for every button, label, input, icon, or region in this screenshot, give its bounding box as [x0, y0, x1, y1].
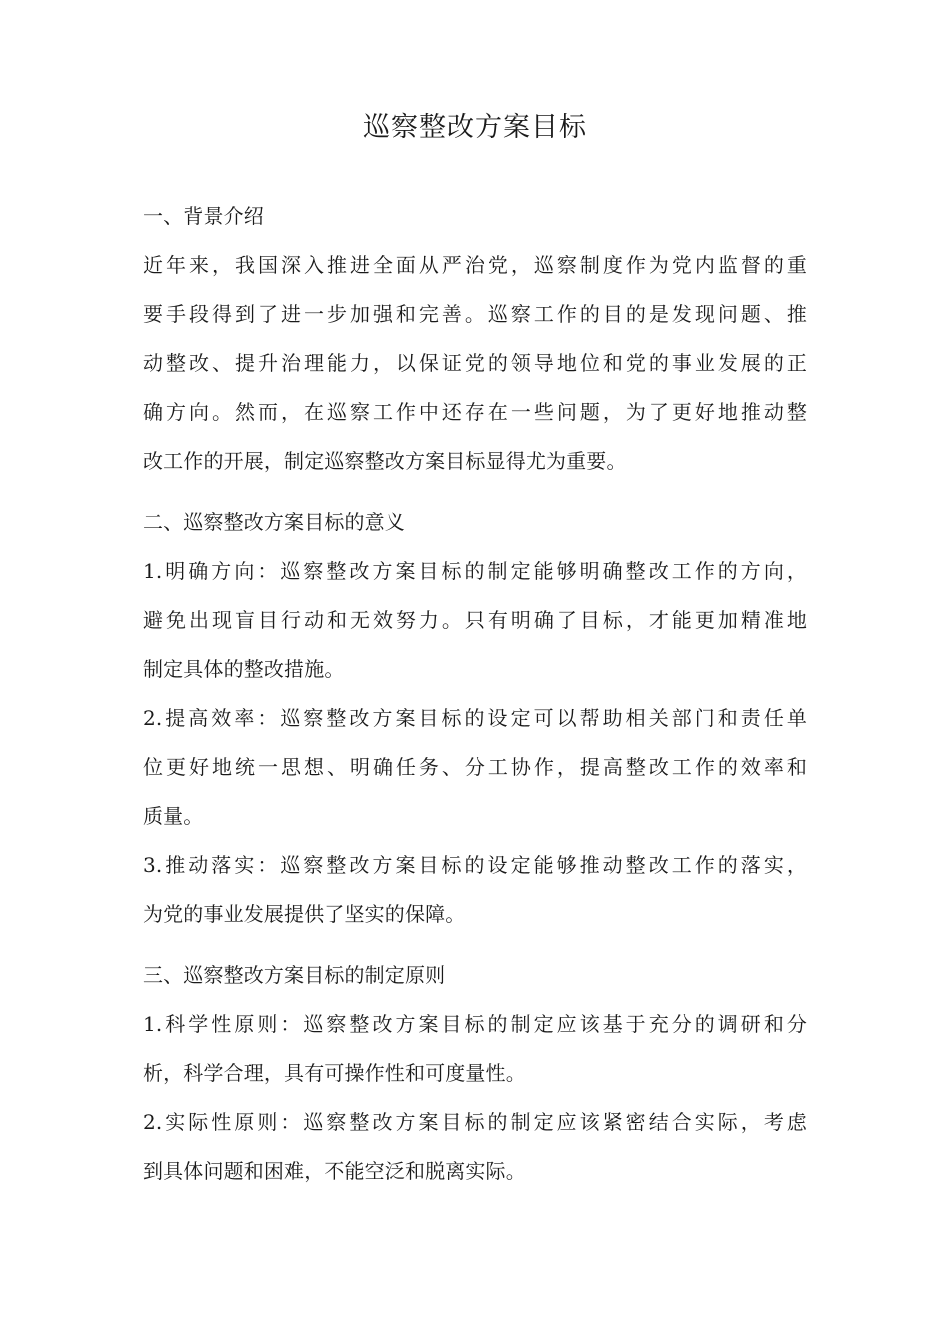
paragraph-line: 位更好地统一思想、明确任务、分工协作，提高整改工作的效率和	[143, 755, 807, 779]
paragraph-line: 要手段得到了进一步加强和完善。巡察工作的目的是发现问题、推	[143, 302, 807, 326]
list-item	[143, 694, 807, 841]
section-heading: 三、巡察整改方案目标的制定原则	[143, 963, 446, 987]
paragraph-line: 近年来，我国深入推进全面从严治党，巡察制度作为党内监督的重	[143, 253, 807, 277]
list-item	[143, 841, 807, 939]
paragraph-line: 制定具体的整改措施。	[143, 657, 345, 681]
paragraph-line: 1.科学性原则：巡察整改方案目标的制定应该基于充分的调研和分	[143, 1012, 807, 1036]
section-heading: 二、巡察整改方案目标的意义	[143, 510, 405, 534]
document-body	[143, 192, 807, 1196]
section-spacer	[143, 939, 807, 951]
paragraph-line: 2.实际性原则：巡察整改方案目标的制定应该紧密结合实际，考虑	[143, 1110, 807, 1134]
paragraph-line: 2.提高效率：巡察整改方案目标的设定可以帮助相关部门和责任单	[143, 706, 807, 730]
section-heading: 一、背景介绍	[143, 204, 264, 228]
paragraph-line: 质量。	[143, 804, 204, 828]
paragraph	[143, 241, 807, 486]
paragraph-line: 为党的事业发展提供了坚实的保障。	[143, 902, 466, 926]
paragraph-line: 析，科学合理，具有可操作性和可度量性。	[143, 1061, 526, 1085]
paragraph-line: 到具体问题和困难，不能空泛和脱离实际。	[143, 1159, 526, 1183]
list-item	[143, 547, 807, 694]
section-background	[143, 192, 807, 486]
section-spacer	[143, 486, 807, 498]
paragraph-line: 避免出现盲目行动和无效努力。只有明确了目标，才能更加精准地	[143, 608, 807, 632]
paragraph-line: 确方向。然而，在巡察工作中还存在一些问题，为了更好地推动整	[143, 400, 807, 424]
paragraph-line: 动整改、提升治理能力，以保证党的领导地位和党的事业发展的正	[143, 351, 807, 375]
paragraph-line: 1.明确方向：巡察整改方案目标的制定能够明确整改工作的方向，	[143, 559, 807, 583]
paragraph-line: 3.推动落实：巡察整改方案目标的设定能够推动整改工作的落实，	[143, 853, 807, 877]
paragraph-line: 改工作的开展，制定巡察整改方案目标显得尤为重要。	[143, 449, 627, 473]
section-principles	[143, 951, 807, 1196]
document-title: 巡察整改方案目标	[363, 112, 587, 143]
section-significance	[143, 498, 807, 939]
list-item	[143, 1000, 807, 1098]
list-item	[143, 1098, 807, 1196]
